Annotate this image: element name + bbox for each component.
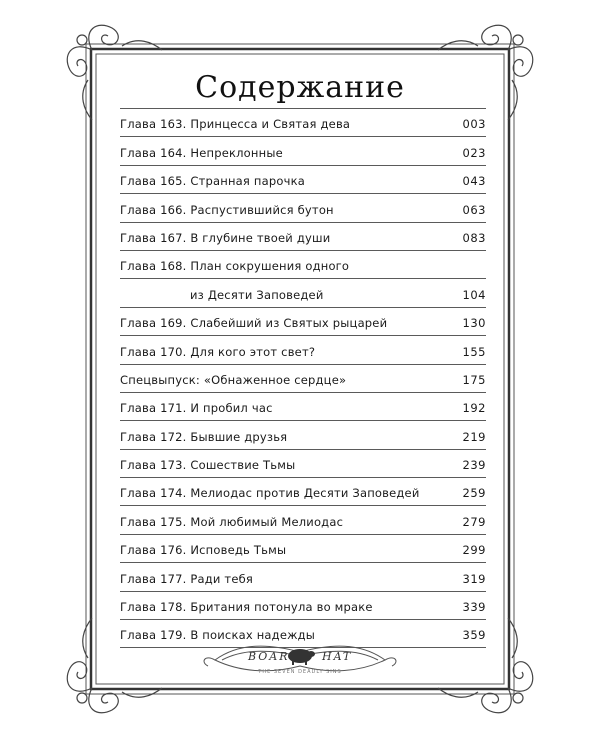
toc-entry-page: 063	[462, 202, 486, 217]
toc-entry-title: Глава 163. Принцесса и Святая дева	[120, 117, 351, 132]
emblem-left-text: BOAR	[248, 650, 290, 663]
toc-row	[120, 421, 486, 449]
toc-row	[120, 592, 486, 620]
toc-entry-page: 083	[462, 230, 486, 245]
page-title: Содержание	[195, 70, 405, 105]
toc-row	[120, 108, 486, 137]
boar-icon	[288, 649, 315, 665]
emblem-right-text: HAT	[322, 650, 353, 663]
toc-row	[120, 223, 486, 251]
toc-entry-page: 279	[462, 514, 486, 529]
toc-row	[120, 279, 486, 307]
toc-entry-page: 130	[462, 316, 486, 331]
toc-row	[120, 336, 486, 364]
toc-entry-page: 219	[462, 429, 486, 444]
toc-entry-title: Глава 173. Сошествие Тьмы	[120, 458, 296, 473]
toc-entry-page: 259	[462, 486, 486, 501]
toc-row	[120, 450, 486, 478]
toc-row	[120, 251, 486, 279]
toc-entry-page: 175	[462, 372, 486, 387]
toc-entry-title: Глава 179. В поисках надежды	[120, 628, 316, 643]
toc-entry-title: Глава 170. Для кого этот свет?	[120, 344, 316, 359]
toc-entry-page: 299	[462, 543, 486, 558]
toc-entry-title: Глава 176. Исповедь Тьмы	[120, 543, 287, 558]
toc-entry-title: Глава 166. Распустившийся бутон	[120, 202, 334, 217]
toc-entry-page: 359	[462, 628, 486, 643]
toc-entry-title: Спецвыпуск: «Обнаженное сердце»	[120, 372, 347, 387]
toc-entry-page: 043	[462, 174, 486, 189]
toc-entry-title: Глава 167. В глубине твоей души	[120, 230, 331, 245]
toc-entry-title: Глава 177. Ради тебя	[120, 571, 253, 586]
table-of-contents	[120, 108, 486, 648]
toc-entry-page: 003	[462, 117, 486, 132]
toc-entry-page: 239	[462, 458, 486, 473]
toc-entry-title: Глава 171. И пробил час	[120, 401, 273, 416]
toc-entry-title: из Десяти Заповедей	[190, 287, 324, 302]
toc-row	[120, 393, 486, 421]
toc-entry-title: Глава 175. Мой любимый Мелиодас	[120, 514, 344, 529]
toc-row	[120, 308, 486, 336]
toc-entry-page: 104	[462, 287, 486, 302]
toc-row	[120, 365, 486, 393]
toc-entry-page: 192	[462, 401, 486, 416]
toc-entry-title: Глава 168. План сокрушения одного	[120, 259, 350, 274]
emblem-subtitle: THE SEVEN DEADLY SINS	[258, 669, 342, 675]
toc-row	[120, 506, 486, 534]
boar-hat-emblem	[0, 632, 600, 692]
toc-row	[120, 535, 486, 563]
toc-entry-page: 155	[462, 344, 486, 359]
toc-entry-title: Глава 172. Бывшие друзья	[120, 429, 288, 444]
toc-entry-page: 023	[462, 145, 486, 160]
toc-row	[120, 166, 486, 194]
toc-entry-title: Глава 174. Мелиодас против Десяти Заповедей	[120, 486, 420, 501]
toc-entry-title: Глава 169. Слабейший из Святых рыцарей	[120, 316, 388, 331]
toc-entry-page: 319	[462, 571, 486, 586]
toc-entry-title: Глава 164. Непреклонные	[120, 145, 283, 160]
toc-entry-page: 339	[462, 600, 486, 615]
toc-row	[120, 563, 486, 591]
toc-row	[120, 194, 486, 222]
toc-row	[120, 478, 486, 506]
toc-row	[120, 137, 486, 165]
toc-entry-title: Глава 165. Странная парочка	[120, 174, 305, 189]
toc-entry-title: Глава 178. Британия потонула во мраке	[120, 600, 373, 615]
